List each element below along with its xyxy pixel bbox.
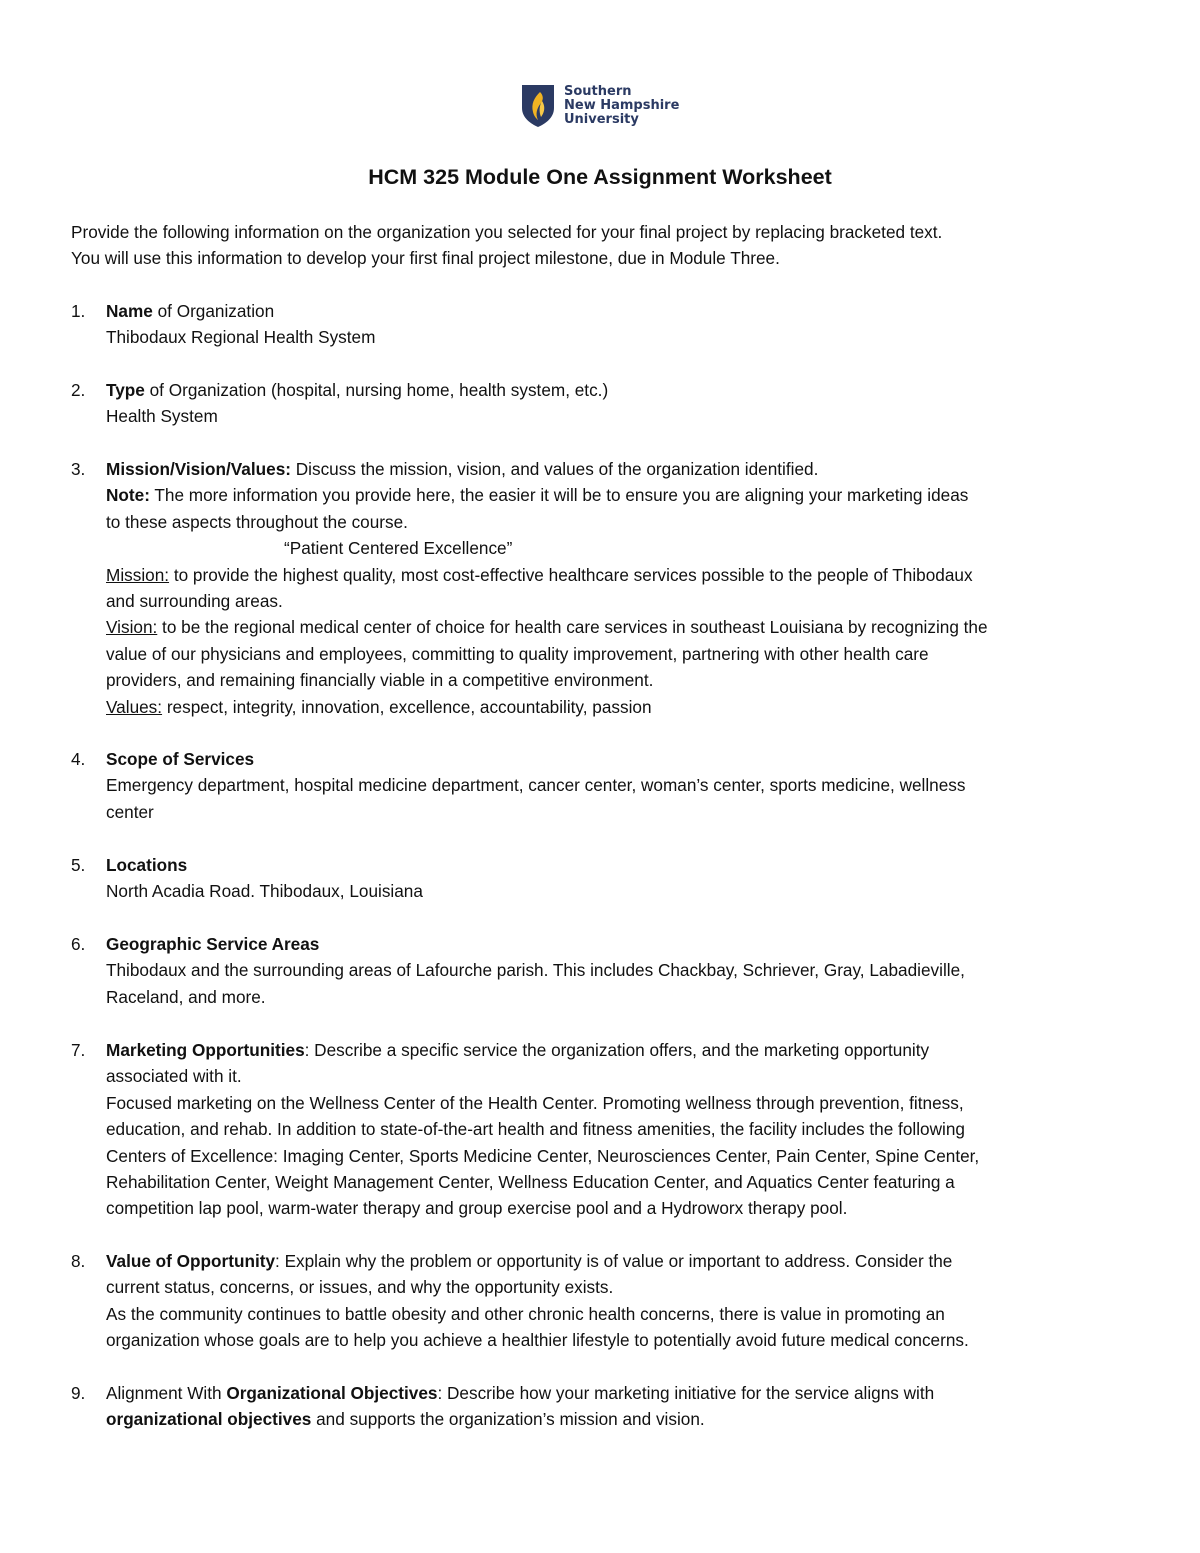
shield-flame-icon	[521, 84, 555, 128]
item-number: 1.	[71, 301, 86, 321]
item-number: 3.	[71, 459, 86, 479]
item-answer: Thibodaux Regional Health System	[106, 327, 376, 348]
vision-label: Vision:	[106, 617, 158, 638]
logo-wordmark	[564, 85, 679, 127]
item-answer: North Acadia Road. Thibodaux, Louisiana	[106, 881, 423, 902]
item-label: Alignment With	[106, 1383, 227, 1403]
mission-text: to provide the highest quality, most cost-effective healthcare services possible to the people of Thibodaux	[169, 564, 973, 585]
page-title: HCM 325 Module One Assignment Worksheet	[368, 165, 832, 189]
item-label-bold: Geographic Service Areas	[106, 934, 320, 954]
item-label: and supports the organization’s mission and vision.	[311, 1409, 705, 1430]
note-text: to these aspects throughout the course.	[106, 511, 408, 532]
values-text: respect, integrity, innovation, excellence, accountability, passion	[162, 696, 652, 717]
intro-paragraph	[71, 219, 942, 272]
item-number: 9.	[71, 1383, 86, 1403]
item-label: Discuss the mission, vision, and values of the organization identified.	[290, 459, 819, 479]
item-answer: Thibodaux and the surrounding areas of Lafourche parish. This includes Chackbay, Schriever, Gray, Labadieville,	[106, 960, 965, 981]
item-label: of Organization	[152, 301, 275, 321]
item-answer: Raceland, and more.	[106, 986, 266, 1007]
values-label: Values:	[106, 696, 163, 717]
item-label: current status, concerns, or issues, and why the opportunity exists.	[106, 1277, 614, 1298]
item-answer: competition lap pool, warm-water therapy and group exercise pool and a Hydroworx therapy pool.	[106, 1198, 848, 1219]
item-label: : Describe how your marketing initiative for the service aligns with	[437, 1383, 935, 1403]
item-label-bold: Locations	[106, 855, 188, 875]
item-answer: center	[106, 801, 154, 822]
mission-text: and surrounding areas.	[106, 591, 283, 612]
item-number: 2.	[71, 380, 86, 400]
slogan-quote: “Patient Centered Excellence”	[284, 538, 513, 559]
item-label-bold: Mission/Vision/Values:	[106, 459, 291, 479]
vision-text: to be the regional medical center of choice for health care services in southeast Louisiana by recognizing the	[157, 617, 988, 638]
item-label: associated with it.	[106, 1066, 242, 1087]
logo-line-2: New Hampshire	[564, 98, 680, 113]
item-number: 7.	[71, 1040, 86, 1060]
logo-line-3: University	[564, 112, 639, 127]
item-number: 4.	[71, 749, 86, 769]
intro-line: You will use this information to develop your first final project milestone, due in Module Three.	[71, 248, 780, 269]
item-answer: Centers of Excellence: Imaging Center, Sports Medicine Center, Neurosciences Center, Pain Center, Spine Center,	[106, 1145, 980, 1166]
item-answer: Rehabilitation Center, Weight Management Center, Wellness Education Center, and Aquatics Center featuring a	[106, 1172, 955, 1193]
item-label: of Organization (hospital, nursing home, health system, etc.)	[144, 380, 609, 400]
vision-text: providers, and remaining financially viable in a competitive environment.	[106, 670, 654, 691]
item-number: 5.	[71, 855, 86, 875]
item-answer: education, and rehab. In addition to state-of-the-art health and fitness amenities, the facility includes the following	[106, 1119, 965, 1140]
logo-line-1: Southern	[564, 84, 632, 99]
mission-label: Mission:	[106, 564, 170, 585]
item-answer: organization whose goals are to help you achieve a healthier lifestyle to potentially avoid future medical concerns.	[106, 1330, 969, 1351]
item-answer: As the community continues to battle obesity and other chronic health concerns, there is value in promoting an	[106, 1303, 945, 1324]
item-label-bold: Type	[106, 380, 145, 400]
note-label: Note:	[106, 485, 150, 506]
item-number: 6.	[71, 934, 86, 954]
item-answer: Focused marketing on the Wellness Center of the Health Center. Promoting wellness through prevention, fitness,	[106, 1092, 964, 1113]
item-label: : Explain why the problem or opportunity is of value or important to address. Consider the	[275, 1251, 953, 1271]
item-answer: Health System	[106, 406, 218, 427]
item-label-bold: Name	[106, 301, 153, 321]
item-label-bold: Scope of Services	[106, 749, 255, 769]
item-label-bold: Marketing Opportunities	[106, 1040, 305, 1060]
snhu-logo	[521, 84, 679, 128]
item-label: : Describe a specific service the organization offers, and the marketing opportunity	[304, 1040, 930, 1060]
intro-line: Provide the following information on the organization you selected for your final project by replacing bracketed text.	[71, 222, 943, 242]
item-label-bold: organizational objectives	[106, 1409, 312, 1430]
item-answer: Emergency department, hospital medicine department, cancer center, woman’s center, sports medicine, wellness	[106, 775, 966, 796]
item-label-bold: Organizational Objectives	[226, 1383, 438, 1403]
vision-text: value of our physicians and employees, committing to quality improvement, partnering with other health care	[106, 643, 929, 664]
item-number: 8.	[71, 1251, 86, 1271]
item-label-bold: Value of Opportunity	[106, 1251, 276, 1271]
note-text: The more information you provide here, the easier it will be to ensure you are aligning your marketing ideas	[149, 485, 969, 506]
